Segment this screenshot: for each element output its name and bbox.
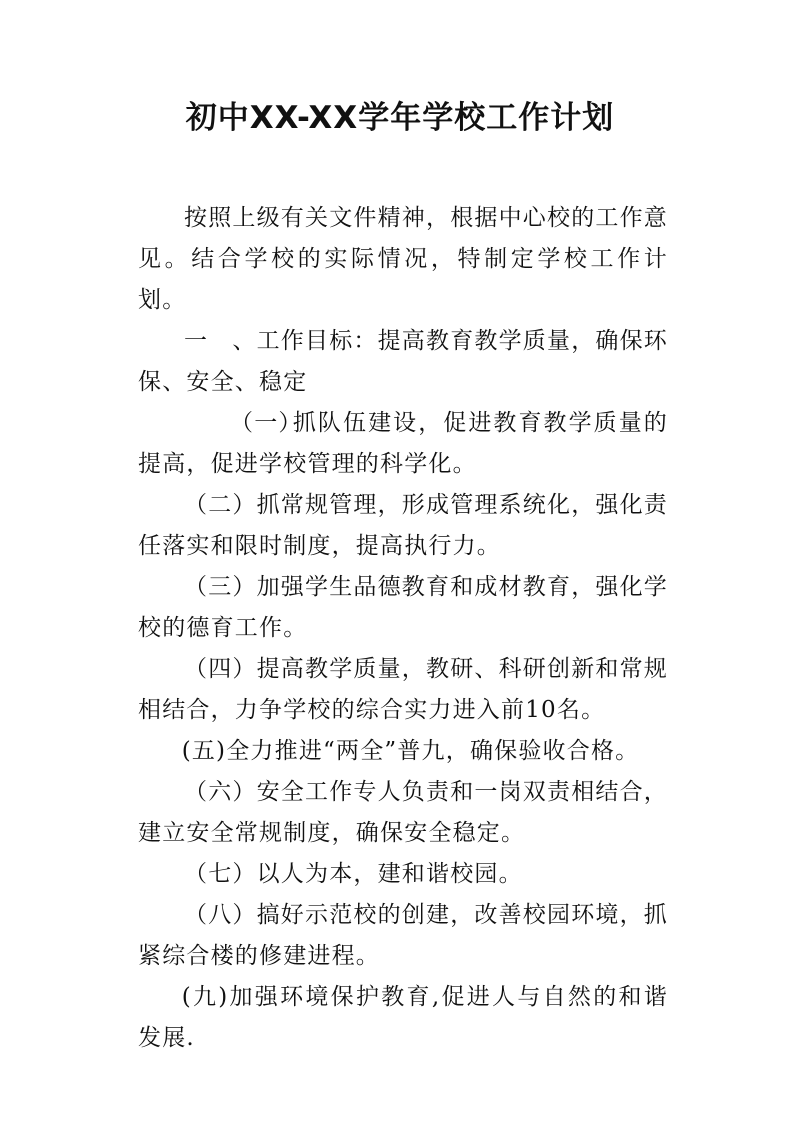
section-heading-goals: 一 、工作目标：提高教育教学质量，确保环保、安全、稳定 bbox=[138, 328, 668, 395]
intro-paragraph: 按照上级有关文件精神，根据中心校的工作意见。结合学校的实际情况，特制定学校工作计划。 bbox=[138, 205, 668, 313]
list-item-number: （一） bbox=[230, 410, 303, 436]
list-item: （三）加强学生品德教育和成材教育，强化学校的德育工作。 bbox=[138, 574, 668, 641]
list-item: （七）以人为本，建和谐校园。 bbox=[184, 861, 523, 887]
document-body bbox=[138, 198, 668, 1059]
list-item: （四）提高教学质量，教研、科研创新和常规相结合，力争学校的综合实力进入前10名。 bbox=[138, 656, 668, 723]
list-item: (五)全力推进“两全”普九，确保验收合格。 bbox=[181, 738, 640, 764]
list-item: （六）安全工作专人负责和一岗双责相结合，建立安全常规制度，确保安全稳定。 bbox=[138, 779, 668, 846]
list-item bbox=[138, 403, 668, 485]
list-item: （二）抓常规管理，形成管理系统化，强化责任落实和限时制度，提高执行力。 bbox=[138, 492, 668, 559]
document-title: 初中XX-XX学年学校工作计划 bbox=[185, 100, 615, 136]
list-item-text: 抓队伍建设，促进教育教学质量的提高，促进学校管理的科学化。 bbox=[138, 410, 668, 477]
list-item: （八）搞好示范校的创建，改善校园环境，抓紧综合楼的修建进程。 bbox=[138, 902, 668, 969]
list-item: (九)加强环境保护教育,促进人与自然的和谐发展. bbox=[138, 984, 668, 1051]
